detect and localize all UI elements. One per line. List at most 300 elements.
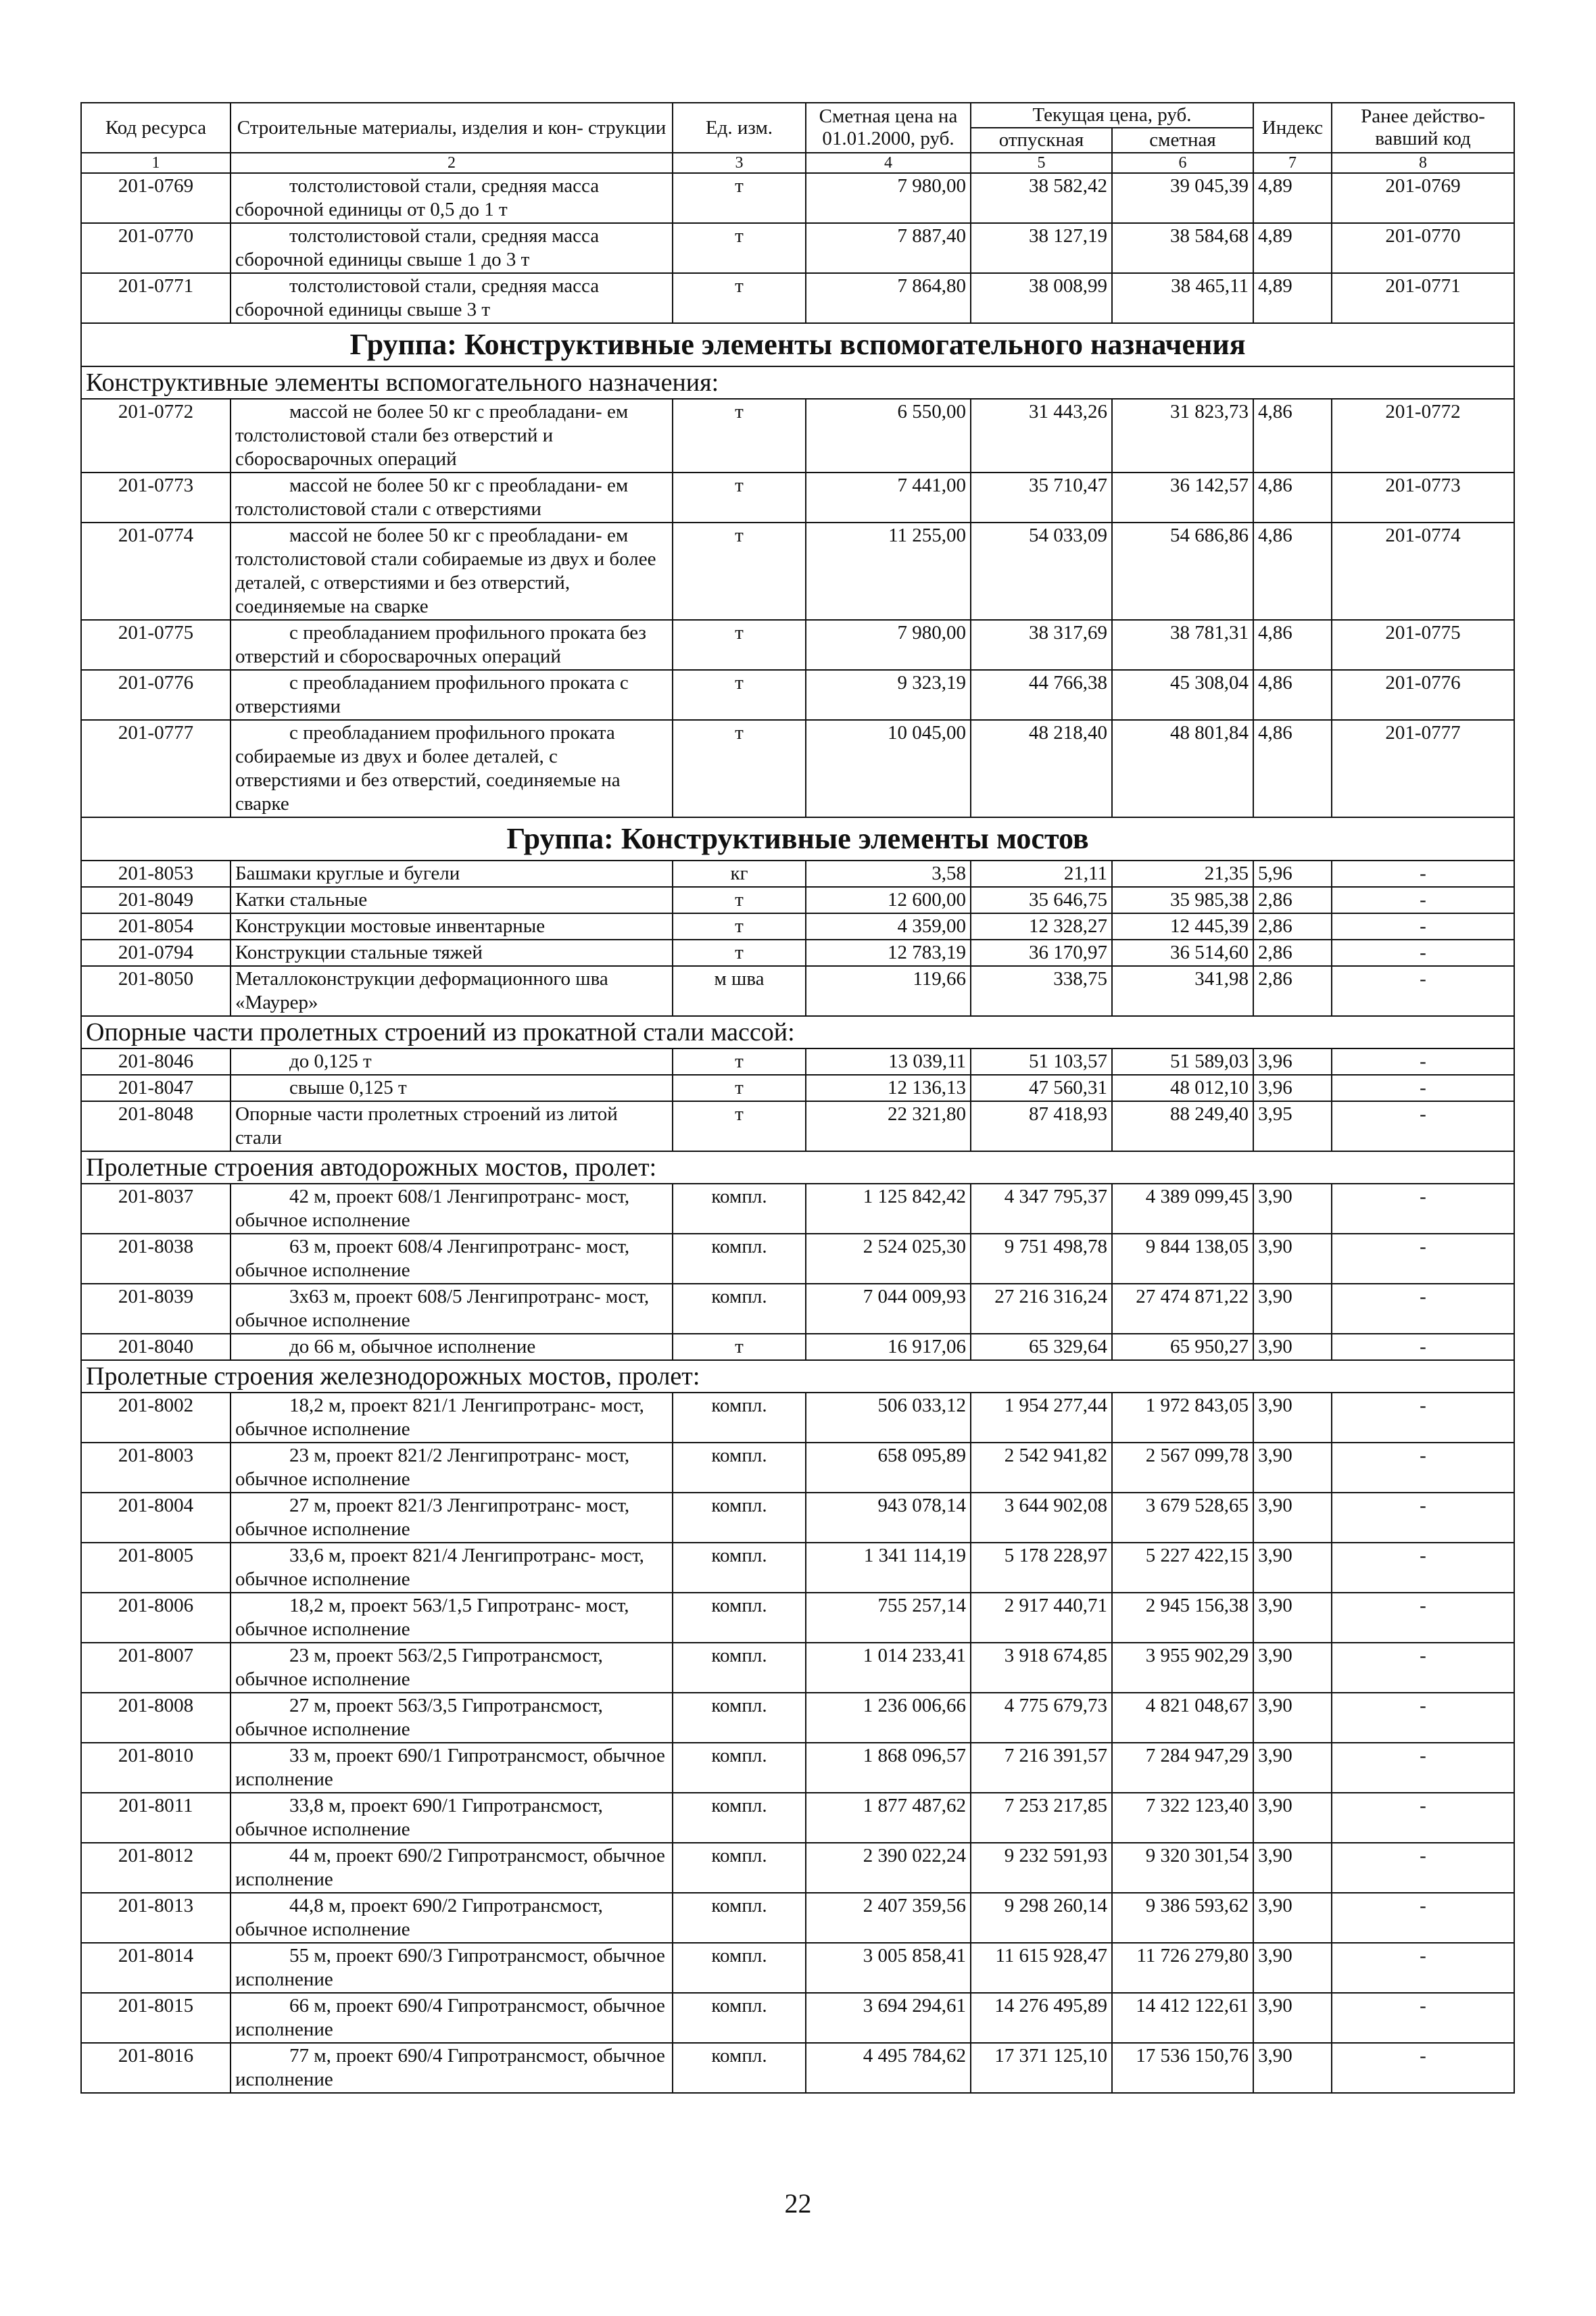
material-description: 3х63 м, проект 608/5 Ленгипротранс- мост, обычное исполнение [231,1284,673,1334]
material-description: с преобладанием профильного проката собираемые из двух и более деталей, с отверстиями и без отверстий, соединяемые на сварке [231,720,673,817]
resource-code: 201-8049 [81,887,231,913]
estimate-price: 35 985,38 [1112,887,1253,913]
resource-code: 201-8014 [81,1943,231,1993]
price-table-page [80,102,1514,2094]
estimate-price: 4 821 048,67 [1112,1693,1253,1743]
previous-code: - [1332,1184,1514,1234]
unit: компл. [673,1843,806,1893]
release-price: 9 232 591,93 [971,1843,1112,1893]
rows-road-spans [81,1184,1514,1360]
index-value: 2,86 [1253,887,1332,913]
resource-code: 201-0776 [81,670,231,720]
column-number: 3 [673,153,806,173]
material-description: 33,8 м, проект 690/1 Гипротрансмост, обычное исполнение [231,1793,673,1843]
release-price: 31 443,26 [971,399,1112,473]
release-price: 54 033,09 [971,523,1112,620]
release-price: 4 775 679,73 [971,1693,1112,1743]
price-2000: 22 321,80 [806,1101,971,1151]
column-number: 6 [1112,153,1253,173]
rows-rail-spans [81,1393,1514,2093]
estimate-price: 54 686,86 [1112,523,1253,620]
previous-code: 201-0771 [1332,273,1514,323]
material-description: до 66 м, обычное исполнение [231,1334,673,1360]
table-row [81,1893,1514,1943]
price-2000: 7 441,00 [806,473,971,523]
previous-code: - [1332,1101,1514,1151]
group-title: Группа: Конструктивные элементы мостов [81,817,1514,861]
index-value: 3,90 [1253,1693,1332,1743]
material-description: массой не более 50 кг с преобладани- ем толстолистовой стали с отверстиями [231,473,673,523]
estimate-price: 12 445,39 [1112,913,1253,940]
unit: компл. [673,1593,806,1643]
price-2000: 6 550,00 [806,399,971,473]
resource-code: 201-8046 [81,1048,231,1075]
table-row [81,1284,1514,1334]
material-description: с преобладанием профильного проката без отверстий и сборосварочных операций [231,620,673,670]
price-2000: 1 236 006,66 [806,1693,971,1743]
index-value: 3,90 [1253,1893,1332,1943]
material-description: 18,2 м, проект 821/1 Ленгипротранс- мост, обычное исполнение [231,1393,673,1443]
header-estimate-price: сметная [1112,128,1253,153]
previous-code: - [1332,1993,1514,2043]
column-number: 5 [971,153,1112,173]
index-value: 3,90 [1253,1793,1332,1843]
unit: т [673,273,806,323]
header-previous-code: Ранее действо- вавший код [1332,103,1514,153]
index-value: 3,90 [1253,1234,1332,1284]
price-2000: 1 877 487,62 [806,1793,971,1843]
material-description: Металлоконструкции деформационного шва «Маурер» [231,966,673,1016]
estimate-price: 2 567 099,78 [1112,1443,1253,1493]
estimate-price: 2 945 156,38 [1112,1593,1253,1643]
page-number: 22 [784,2188,812,2219]
release-price: 36 170,97 [971,940,1112,966]
index-value: 3,96 [1253,1075,1332,1101]
resource-code: 201-0770 [81,223,231,273]
material-description: до 0,125 т [231,1048,673,1075]
index-value: 4,86 [1253,523,1332,620]
header-price-2000: Сметная цена на 01.01.2000, руб. [806,103,971,153]
table-row [81,523,1514,620]
release-price: 338,75 [971,966,1112,1016]
table-row [81,1184,1514,1234]
subgroup-header [81,1360,1514,1393]
index-value: 3,90 [1253,2043,1332,2093]
previous-code: 201-0770 [1332,223,1514,273]
table-row [81,399,1514,473]
price-2000: 12 783,19 [806,940,971,966]
resource-code: 201-8050 [81,966,231,1016]
resource-code: 201-8012 [81,1843,231,1893]
estimate-price: 38 781,31 [1112,620,1253,670]
release-price: 7 253 217,85 [971,1793,1112,1843]
material-description: Катки стальные [231,887,673,913]
unit: компл. [673,1284,806,1334]
index-value: 4,89 [1253,223,1332,273]
release-price: 14 276 495,89 [971,1993,1112,2043]
unit: т [673,913,806,940]
table-row [81,1101,1514,1151]
estimate-price: 7 322 123,40 [1112,1793,1253,1843]
release-price: 51 103,57 [971,1048,1112,1075]
unit: т [673,473,806,523]
column-number: 8 [1332,153,1514,173]
estimate-price: 21,35 [1112,861,1253,887]
table-row [81,223,1514,273]
index-value: 3,90 [1253,1543,1332,1593]
subgroup-title: Конструктивные элементы вспомогательного назначения: [81,366,1514,399]
price-2000: 16 917,06 [806,1334,971,1360]
release-price: 5 178 228,97 [971,1543,1112,1593]
release-price: 7 216 391,57 [971,1743,1112,1793]
previous-code: - [1332,1493,1514,1543]
material-description: Опорные части пролетных строений из литой стали [231,1101,673,1151]
unit: т [673,173,806,223]
unit: т [673,887,806,913]
index-value: 3,95 [1253,1101,1332,1151]
price-2000: 12 136,13 [806,1075,971,1101]
previous-code: - [1332,1743,1514,1793]
resource-code: 201-8006 [81,1593,231,1643]
estimate-price: 45 308,04 [1112,670,1253,720]
estimate-price: 11 726 279,80 [1112,1943,1253,1993]
material-description: 63 м, проект 608/4 Ленгипротранс- мост, обычное исполнение [231,1234,673,1284]
index-value: 3,90 [1253,1843,1332,1893]
table-row [81,1593,1514,1643]
table-row [81,473,1514,523]
price-2000: 3 694 294,61 [806,1993,971,2043]
table-row [81,1075,1514,1101]
header-index: Индекс [1253,103,1332,153]
price-2000: 13 039,11 [806,1048,971,1075]
estimate-price: 36 514,60 [1112,940,1253,966]
release-price: 3 644 902,08 [971,1493,1112,1543]
table-row [81,1543,1514,1593]
index-value: 4,86 [1253,670,1332,720]
table-row [81,720,1514,817]
unit: т [673,720,806,817]
index-value: 3,90 [1253,1993,1332,2043]
table-row [81,1493,1514,1543]
resource-code: 201-8038 [81,1234,231,1284]
resource-code: 201-0774 [81,523,231,620]
release-price: 21,11 [971,861,1112,887]
previous-code: 201-0776 [1332,670,1514,720]
unit: т [673,523,806,620]
table-row [81,1693,1514,1743]
table-row [81,1443,1514,1493]
unit: компл. [673,1943,806,1993]
price-2000: 2 407 359,56 [806,1893,971,1943]
material-description: с преобладанием профильного проката с отверстиями [231,670,673,720]
price-2000: 9 323,19 [806,670,971,720]
resource-code: 201-0775 [81,620,231,670]
material-description: 44 м, проект 690/2 Гипротрансмост, обычное исполнение [231,1843,673,1893]
table-row [81,273,1514,323]
previous-code: - [1332,1075,1514,1101]
previous-code: - [1332,1643,1514,1693]
previous-code: - [1332,966,1514,1016]
previous-code: - [1332,861,1514,887]
previous-code: - [1332,2043,1514,2093]
previous-code: - [1332,1543,1514,1593]
resource-code: 201-8011 [81,1793,231,1843]
release-price: 12 328,27 [971,913,1112,940]
header-unit: Ед. изм. [673,103,806,153]
rows-top [81,173,1514,323]
release-price: 4 347 795,37 [971,1184,1112,1234]
subgroup-title: Пролетные строения автодорожных мостов, пролет: [81,1151,1514,1184]
price-2000: 1 341 114,19 [806,1543,971,1593]
estimate-price: 17 536 150,76 [1112,2043,1253,2093]
resource-code: 201-0773 [81,473,231,523]
material-description: 66 м, проект 690/4 Гипротрансмост, обычное исполнение [231,1993,673,2043]
unit: т [673,1075,806,1101]
resource-code: 201-0794 [81,940,231,966]
release-price: 48 218,40 [971,720,1112,817]
material-description: 27 м, проект 821/3 Ленгипротранс- мост, обычное исполнение [231,1493,673,1543]
release-price: 11 615 928,47 [971,1943,1112,1993]
estimate-price: 51 589,03 [1112,1048,1253,1075]
previous-code: - [1332,1443,1514,1493]
previous-code: - [1332,1593,1514,1643]
table-row [81,1843,1514,1893]
resource-code: 201-8053 [81,861,231,887]
resource-code: 201-8002 [81,1393,231,1443]
price-2000: 7 980,00 [806,620,971,670]
table-row [81,861,1514,887]
price-2000: 10 045,00 [806,720,971,817]
resource-code: 201-8037 [81,1184,231,1234]
resource-code: 201-8005 [81,1543,231,1593]
price-table [80,102,1515,2094]
header-release-price: отпускная [971,128,1112,153]
estimate-price: 48 012,10 [1112,1075,1253,1101]
material-description: 44,8 м, проект 690/2 Гипротрансмост, обычное исполнение [231,1893,673,1943]
material-description: 42 м, проект 608/1 Ленгипротранс- мост, обычное исполнение [231,1184,673,1234]
estimate-price: 9 844 138,05 [1112,1234,1253,1284]
release-price: 87 418,93 [971,1101,1112,1151]
index-value: 3,90 [1253,1284,1332,1334]
index-value: 4,86 [1253,620,1332,670]
resource-code: 201-8039 [81,1284,231,1334]
index-value: 4,89 [1253,173,1332,223]
price-2000: 2 524 025,30 [806,1234,971,1284]
table-row [81,1793,1514,1843]
material-description: массой не более 50 кг с преобладани- ем толстолистовой стали собираемые из двух и более деталей, с отверстиями и без отверстий, соединяемые на сварке [231,523,673,620]
resource-code: 201-0771 [81,273,231,323]
material-description: 23 м, проект 821/2 Ленгипротранс- мост, обычное исполнение [231,1443,673,1493]
unit: т [673,1334,806,1360]
price-2000: 1 125 842,42 [806,1184,971,1234]
estimate-price: 88 249,40 [1112,1101,1253,1151]
table-row [81,1993,1514,2043]
price-2000: 7 044 009,93 [806,1284,971,1334]
index-value: 3,90 [1253,1184,1332,1234]
table-row [81,966,1514,1016]
estimate-price: 48 801,84 [1112,720,1253,817]
previous-code: 201-0769 [1332,173,1514,223]
resource-code: 201-8004 [81,1493,231,1543]
header-materials: Строительные материалы, изделия и кон- струкции [231,103,673,153]
resource-code: 201-8054 [81,913,231,940]
price-2000: 7 980,00 [806,173,971,223]
estimate-price: 4 389 099,45 [1112,1184,1253,1234]
material-description: толстолистовой стали, средняя масса сборочной единицы от 0,5 до 1 т [231,173,673,223]
index-value: 3,90 [1253,1393,1332,1443]
material-description: Конструкции мостовые инвентарные [231,913,673,940]
group-title: Группа: Конструктивные элементы вспомогательного назначения [81,323,1514,366]
price-2000: 4 359,00 [806,913,971,940]
unit: компл. [673,1993,806,2043]
estimate-price: 5 227 422,15 [1112,1543,1253,1593]
unit: компл. [673,1643,806,1693]
release-price: 2 542 941,82 [971,1443,1112,1493]
resource-code: 201-0777 [81,720,231,817]
unit: компл. [673,1493,806,1543]
index-value: 3,90 [1253,1943,1332,1993]
estimate-price: 9 320 301,54 [1112,1843,1253,1893]
unit: т [673,399,806,473]
material-description: 18,2 м, проект 563/1,5 Гипротранс- мост, обычное исполнение [231,1593,673,1643]
table-row [81,887,1514,913]
estimate-price: 7 284 947,29 [1112,1743,1253,1793]
price-2000: 1 014 233,41 [806,1643,971,1693]
material-description: 23 м, проект 563/2,5 Гипротрансмост, обычное исполнение [231,1643,673,1693]
index-value: 4,86 [1253,720,1332,817]
price-2000: 7 887,40 [806,223,971,273]
group-header [81,323,1514,399]
previous-code: 201-0772 [1332,399,1514,473]
release-price: 65 329,64 [971,1334,1112,1360]
release-price: 1 954 277,44 [971,1393,1112,1443]
previous-code: - [1332,913,1514,940]
price-2000: 658 095,89 [806,1443,971,1493]
header-current-price: Текущая цена, руб. [971,103,1253,128]
material-description: толстолистовой стали, средняя масса сборочной единицы свыше 1 до 3 т [231,223,673,273]
resource-code: 201-8015 [81,1993,231,2043]
column-number: 1 [81,153,231,173]
release-price: 38 127,19 [971,223,1112,273]
unit: т [673,1101,806,1151]
unit: компл. [673,1893,806,1943]
estimate-price: 38 584,68 [1112,223,1253,273]
estimate-price: 27 474 871,22 [1112,1284,1253,1334]
table-row [81,913,1514,940]
previous-code: - [1332,1234,1514,1284]
estimate-price: 14 412 122,61 [1112,1993,1253,2043]
index-value: 3,90 [1253,1443,1332,1493]
index-value: 3,96 [1253,1048,1332,1075]
index-value: 4,86 [1253,399,1332,473]
price-2000: 4 495 784,62 [806,2043,971,2093]
resource-code: 201-8047 [81,1075,231,1101]
resource-code: 201-0769 [81,173,231,223]
release-price: 9 298 260,14 [971,1893,1112,1943]
material-description: 27 м, проект 563/3,5 Гипротрансмост, обычное исполнение [231,1693,673,1743]
previous-code: 201-0777 [1332,720,1514,817]
previous-code: 201-0773 [1332,473,1514,523]
price-2000: 7 864,80 [806,273,971,323]
unit: т [673,620,806,670]
release-price: 38 317,69 [971,620,1112,670]
release-price: 27 216 316,24 [971,1284,1112,1334]
estimate-price: 1 972 843,05 [1112,1393,1253,1443]
unit: м шва [673,966,806,1016]
column-numbers-row [81,153,1514,173]
index-value: 3,90 [1253,1334,1332,1360]
unit: компл. [673,2043,806,2093]
index-value: 3,90 [1253,1643,1332,1693]
table-row [81,2043,1514,2093]
table-row [81,940,1514,966]
previous-code: - [1332,1048,1514,1075]
estimate-price: 36 142,57 [1112,473,1253,523]
estimate-price: 9 386 593,62 [1112,1893,1253,1943]
index-value: 2,86 [1253,940,1332,966]
price-2000: 11 255,00 [806,523,971,620]
column-number: 4 [806,153,971,173]
previous-code: - [1332,1893,1514,1943]
rows-bearings [81,1048,1514,1151]
unit: кг [673,861,806,887]
release-price: 35 646,75 [971,887,1112,913]
resource-code: 201-8007 [81,1643,231,1693]
previous-code: - [1332,1943,1514,1993]
unit: т [673,940,806,966]
price-2000: 755 257,14 [806,1593,971,1643]
resource-code: 201-8016 [81,2043,231,2093]
subgroup-header [81,1016,1514,1048]
material-description: Конструкции стальные тяжей [231,940,673,966]
price-2000: 1 868 096,57 [806,1743,971,1793]
unit: т [673,1048,806,1075]
material-description: толстолистовой стали, средняя масса сборочной единицы свыше 3 т [231,273,673,323]
unit: т [673,223,806,273]
estimate-price: 31 823,73 [1112,399,1253,473]
table-row [81,620,1514,670]
resource-code: 201-8010 [81,1743,231,1793]
estimate-price: 38 465,11 [1112,273,1253,323]
price-2000: 3,58 [806,861,971,887]
unit: компл. [673,1393,806,1443]
material-description: Башмаки круглые и бугели [231,861,673,887]
group-header [81,817,1514,861]
material-description: массой не более 50 кг с преобладани- ем толстолистовой стали без отверстий и сборосварочных операций [231,399,673,473]
previous-code: - [1332,887,1514,913]
previous-code: 201-0775 [1332,620,1514,670]
previous-code: - [1332,1793,1514,1843]
price-2000: 119,66 [806,966,971,1016]
resource-code: 201-8008 [81,1693,231,1743]
index-value: 3,90 [1253,1493,1332,1543]
resource-code: 201-0772 [81,399,231,473]
subgroup-title: Пролетные строения железнодорожных мостов, пролет: [81,1360,1514,1393]
estimate-price: 39 045,39 [1112,173,1253,223]
index-value: 4,89 [1253,273,1332,323]
index-value: 4,86 [1253,473,1332,523]
index-value: 2,86 [1253,966,1332,1016]
price-2000: 506 033,12 [806,1393,971,1443]
subgroup-header [81,1151,1514,1184]
release-price: 44 766,38 [971,670,1112,720]
table-row [81,1643,1514,1693]
previous-code: - [1332,1843,1514,1893]
unit: компл. [673,1234,806,1284]
price-2000: 12 600,00 [806,887,971,913]
unit: компл. [673,1443,806,1493]
release-price: 47 560,31 [971,1075,1112,1101]
